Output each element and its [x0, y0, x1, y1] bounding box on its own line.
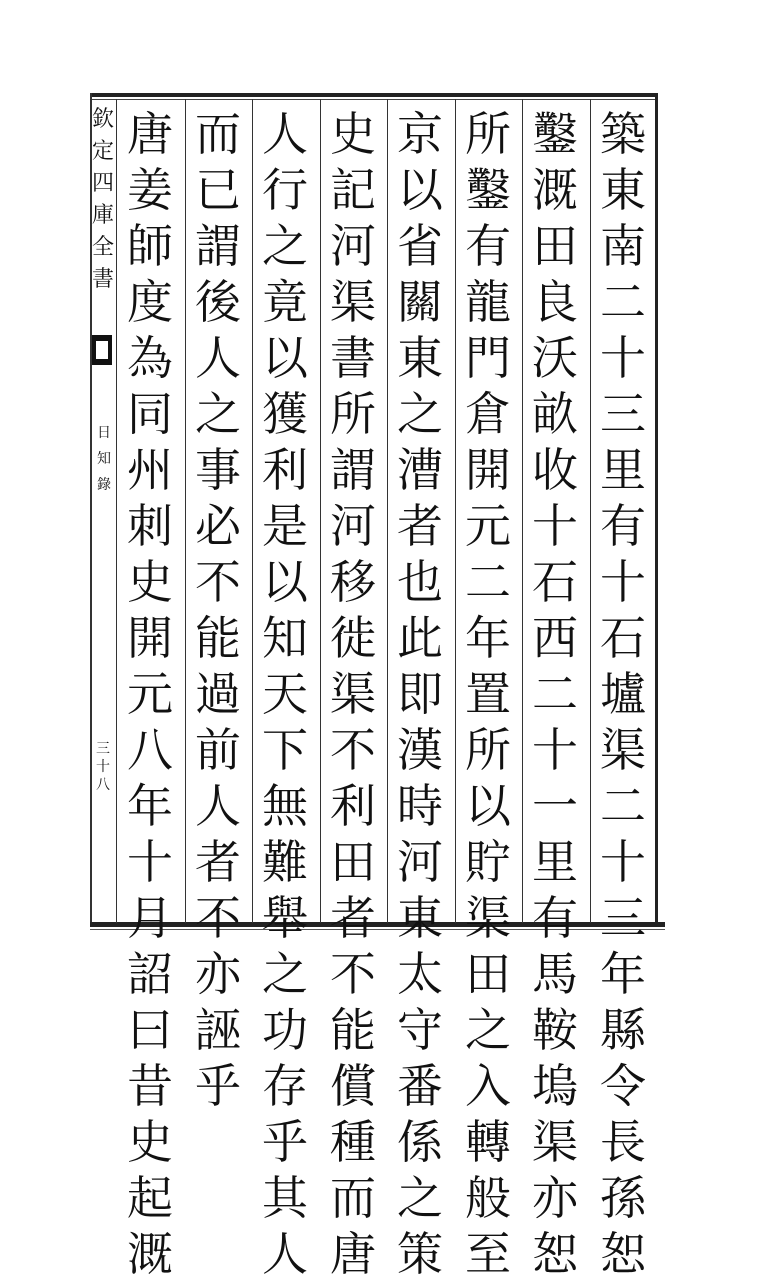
text-column-1 — [593, 106, 653, 1281]
character: 州 — [127, 443, 173, 497]
character: 開 — [127, 611, 173, 665]
character: 築 — [600, 107, 646, 161]
character: 之 — [195, 387, 241, 441]
character: 難 — [262, 835, 308, 889]
character: 即 — [397, 667, 443, 721]
text-column-7 — [188, 106, 248, 1113]
character: 渠 — [330, 667, 376, 721]
character: 功 — [262, 1003, 308, 1057]
character: 河 — [330, 499, 376, 553]
character: 其 — [262, 1171, 308, 1225]
character: 令 — [600, 1059, 646, 1113]
character: 時 — [397, 779, 443, 833]
character: 般 — [465, 1171, 511, 1225]
character: 收 — [532, 443, 578, 497]
character: 之 — [262, 947, 308, 1001]
text-column-2 — [525, 106, 585, 1281]
character: 十 — [600, 835, 646, 889]
character: 昔 — [127, 1059, 173, 1113]
character: 種 — [330, 1115, 376, 1169]
character: 十 — [600, 555, 646, 609]
column-rule — [116, 99, 117, 923]
text-column-3 — [458, 106, 518, 1281]
character: 後 — [195, 275, 241, 329]
character: 三 — [96, 741, 110, 757]
character: 元 — [127, 667, 173, 721]
character: 已 — [195, 163, 241, 217]
character: 事 — [195, 443, 241, 497]
character: 無 — [262, 779, 308, 833]
character: 史 — [127, 1115, 173, 1169]
character: 也 — [397, 555, 443, 609]
character: 二 — [532, 667, 578, 721]
character: 東 — [397, 891, 443, 945]
margin-title — [92, 104, 114, 296]
character: 鑿 — [532, 107, 578, 161]
character: 謂 — [195, 219, 241, 273]
character: 以 — [262, 555, 308, 609]
character: 之 — [262, 219, 308, 273]
character: 曰 — [127, 1003, 173, 1057]
character: 十 — [532, 723, 578, 777]
character: 亦 — [195, 947, 241, 1001]
character: 良 — [532, 275, 578, 329]
character: 知 — [97, 451, 111, 467]
character: 十 — [600, 331, 646, 385]
character: 年 — [127, 779, 173, 833]
character: 鑿 — [465, 163, 511, 217]
character: 貯 — [465, 835, 511, 889]
character: 唐 — [127, 107, 173, 161]
character: 八 — [96, 777, 110, 793]
character: 十 — [96, 759, 110, 775]
column-rule — [455, 99, 456, 923]
character: 二 — [600, 275, 646, 329]
character: 以 — [465, 779, 511, 833]
character: 省 — [397, 219, 443, 273]
text-column-5 — [323, 106, 383, 1281]
character: 田 — [465, 947, 511, 1001]
character: 南 — [600, 219, 646, 273]
character: 孫 — [600, 1171, 646, 1225]
character: 不 — [195, 555, 241, 609]
character: 東 — [600, 163, 646, 217]
character: 書 — [330, 331, 376, 385]
column-rule — [387, 99, 388, 923]
character: 者 — [330, 891, 376, 945]
character: 而 — [195, 107, 241, 161]
character: 田 — [330, 835, 376, 889]
character: 乎 — [195, 1059, 241, 1113]
character: 不 — [195, 891, 241, 945]
character: 人 — [262, 107, 308, 161]
character: 守 — [397, 1003, 443, 1057]
character: 必 — [195, 499, 241, 553]
character: 長 — [600, 1115, 646, 1169]
character: 詔 — [127, 947, 173, 1001]
character: 有 — [600, 499, 646, 553]
character: 漕 — [397, 443, 443, 497]
character: 十 — [127, 835, 173, 889]
character: 記 — [330, 163, 376, 217]
character: 東 — [397, 331, 443, 385]
column-rule — [522, 99, 523, 923]
character: 門 — [465, 331, 511, 385]
character: 書 — [92, 267, 115, 292]
character: 入 — [465, 1059, 511, 1113]
character: 十 — [532, 499, 578, 553]
character: 史 — [127, 555, 173, 609]
character: 人 — [262, 1227, 308, 1281]
character: 溉 — [532, 163, 578, 217]
character: 能 — [195, 611, 241, 665]
character: 徙 — [330, 611, 376, 665]
character: 渠 — [600, 723, 646, 777]
character: 馬 — [532, 947, 578, 1001]
character: 利 — [262, 443, 308, 497]
character: 里 — [600, 443, 646, 497]
character: 轉 — [465, 1115, 511, 1169]
character: 年 — [465, 611, 511, 665]
character: 謂 — [330, 443, 376, 497]
character: 日 — [97, 425, 111, 441]
character: 河 — [397, 835, 443, 889]
character: 全 — [92, 235, 115, 260]
fish-tail-mark — [92, 335, 112, 365]
character: 存 — [262, 1059, 308, 1113]
margin-book-title — [96, 420, 112, 498]
character: 過 — [195, 667, 241, 721]
character: 石 — [532, 555, 578, 609]
character: 太 — [397, 947, 443, 1001]
character: 者 — [195, 835, 241, 889]
text-column-8 — [120, 106, 180, 1281]
character: 天 — [262, 667, 308, 721]
character: 誣 — [195, 1003, 241, 1057]
character: 鞍 — [532, 1003, 578, 1057]
character: 乎 — [262, 1115, 308, 1169]
character: 恕 — [600, 1227, 646, 1281]
character: 不 — [330, 947, 376, 1001]
character: 者 — [397, 499, 443, 553]
character: 師 — [127, 219, 173, 273]
character: 壚 — [600, 667, 646, 721]
character: 有 — [465, 219, 511, 273]
column-rule — [252, 99, 253, 923]
character: 元 — [465, 499, 511, 553]
character: 田 — [532, 219, 578, 273]
character: 償 — [330, 1059, 376, 1113]
character: 唐 — [330, 1227, 376, 1281]
column-rule — [590, 99, 591, 923]
character: 所 — [330, 387, 376, 441]
character: 至 — [465, 1227, 511, 1281]
character: 庫 — [92, 203, 115, 228]
character: 八 — [127, 723, 173, 777]
character: 河 — [330, 219, 376, 273]
character: 利 — [330, 779, 376, 833]
character: 塢 — [532, 1059, 578, 1113]
character: 以 — [262, 331, 308, 385]
character: 縣 — [600, 1003, 646, 1057]
character: 之 — [465, 1003, 511, 1057]
character: 姜 — [127, 163, 173, 217]
character: 里 — [532, 835, 578, 889]
character: 起 — [127, 1171, 173, 1225]
character: 恕 — [532, 1227, 578, 1281]
character: 二 — [600, 779, 646, 833]
character: 為 — [127, 331, 173, 385]
character: 番 — [397, 1059, 443, 1113]
character: 人 — [195, 779, 241, 833]
text-column-4 — [390, 106, 450, 1281]
character: 畝 — [532, 387, 578, 441]
text-column-6 — [255, 106, 315, 1281]
character: 係 — [397, 1115, 443, 1169]
character: 知 — [262, 611, 308, 665]
character: 年 — [600, 947, 646, 1001]
frame-top-inner-border — [90, 99, 656, 100]
character: 月 — [127, 891, 173, 945]
character: 欽 — [92, 107, 115, 132]
character: 所 — [465, 107, 511, 161]
character: 以 — [397, 163, 443, 217]
character: 三 — [600, 387, 646, 441]
character: 竟 — [262, 275, 308, 329]
character: 西 — [532, 611, 578, 665]
character: 沃 — [532, 331, 578, 385]
character: 史 — [330, 107, 376, 161]
character: 渠 — [532, 1115, 578, 1169]
character: 此 — [397, 611, 443, 665]
character: 置 — [465, 667, 511, 721]
character: 刺 — [127, 499, 173, 553]
character: 下 — [262, 723, 308, 777]
character: 舉 — [262, 891, 308, 945]
character: 而 — [330, 1171, 376, 1225]
character: 定 — [92, 139, 115, 164]
character: 倉 — [465, 387, 511, 441]
character: 京 — [397, 107, 443, 161]
character: 移 — [330, 555, 376, 609]
character: 龍 — [465, 275, 511, 329]
character: 漢 — [397, 723, 443, 777]
frame-top-border — [90, 93, 656, 97]
margin-page-number — [94, 740, 112, 794]
column-rule — [185, 99, 186, 923]
character: 錄 — [97, 477, 111, 493]
character: 不 — [330, 723, 376, 777]
character: 所 — [465, 723, 511, 777]
column-rule — [320, 99, 321, 923]
character: 亦 — [532, 1171, 578, 1225]
character: 人 — [195, 331, 241, 385]
character: 開 — [465, 443, 511, 497]
character: 同 — [127, 387, 173, 441]
character: 之 — [397, 387, 443, 441]
character: 渠 — [330, 275, 376, 329]
character: 前 — [195, 723, 241, 777]
character: 有 — [532, 891, 578, 945]
character: 石 — [600, 611, 646, 665]
character: 三 — [600, 891, 646, 945]
character: 能 — [330, 1003, 376, 1057]
character: 渠 — [465, 891, 511, 945]
character: 四 — [92, 171, 115, 196]
character: 是 — [262, 499, 308, 553]
character: 獲 — [262, 387, 308, 441]
character: 溉 — [127, 1227, 173, 1281]
character: 一 — [532, 779, 578, 833]
frame-right-border — [655, 93, 658, 927]
character: 關 — [397, 275, 443, 329]
character: 度 — [127, 275, 173, 329]
character: 策 — [397, 1227, 443, 1281]
character: 行 — [262, 163, 308, 217]
character: 二 — [465, 555, 511, 609]
character: 之 — [397, 1171, 443, 1225]
